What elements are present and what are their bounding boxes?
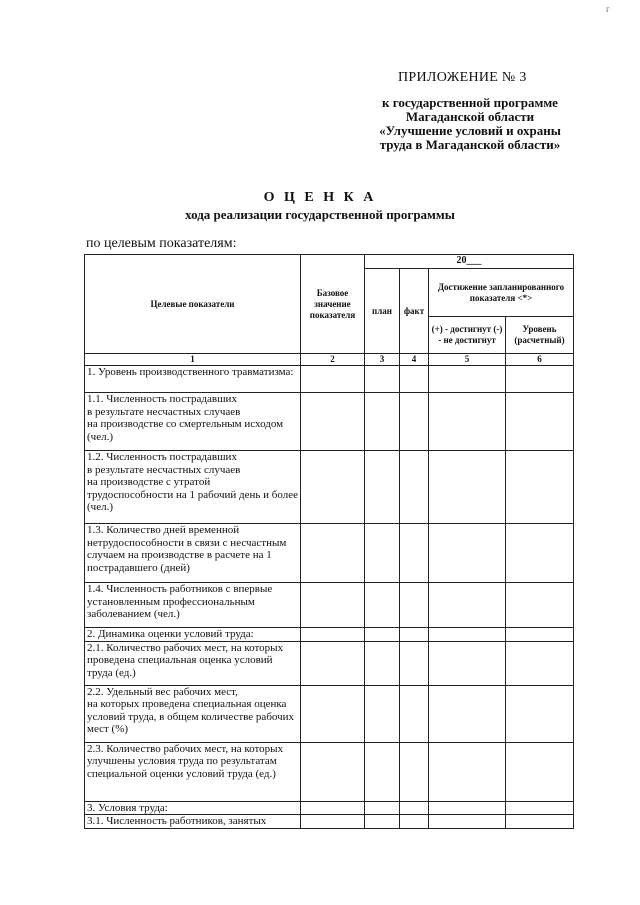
header-achieved: (+) - достигнут (-) - не достигнут bbox=[429, 317, 506, 354]
row-label: 3. Условия труда: bbox=[85, 801, 301, 815]
document-subtitle: хода реализации государственной программы bbox=[185, 207, 455, 222]
table-row bbox=[85, 366, 574, 393]
column-number-row bbox=[85, 354, 574, 366]
column-number: 4 bbox=[400, 354, 429, 366]
header-level: Уровень (расчетный) bbox=[506, 317, 574, 354]
column-number: 5 bbox=[429, 354, 506, 366]
row-label: 2.1. Количество рабочих мест, на которых проведена специальная оценка условий труда (ед.) bbox=[85, 641, 301, 685]
table-row bbox=[85, 628, 574, 642]
header-fact: факт bbox=[400, 269, 429, 354]
row-label: 3.1. Численность работников, занятых bbox=[85, 815, 301, 829]
column-number: 1 bbox=[85, 354, 301, 366]
table-row bbox=[85, 451, 574, 524]
table-row bbox=[85, 641, 574, 685]
table-row bbox=[85, 524, 574, 583]
indicators-table bbox=[84, 254, 574, 829]
table-row bbox=[85, 393, 574, 451]
row-label: 2.2. Удельный вес рабочих мест, на которых проведена специальная оценка условий труда, в общем количестве рабочих мест (%) bbox=[85, 685, 301, 742]
header-indicator: Целевые показатели bbox=[85, 255, 301, 354]
header-period: 20___ bbox=[365, 255, 574, 269]
intro-line: по целевым показателям: bbox=[86, 236, 237, 251]
row-label: 1.2. Численность пострадавших в результате несчастных случаев на производстве с утратой трудоспособности на 1 рабочий день и более (чел.) bbox=[85, 451, 301, 524]
header-achievement: Достижение запланированного показателя <*> bbox=[429, 269, 574, 317]
header-plan: план bbox=[365, 269, 400, 354]
appendix-title: ПРИЛОЖЕНИЕ № 3 bbox=[398, 70, 527, 85]
row-label: 1.1. Численность пострадавших в результате несчастных случаев на производстве со смертельным исходом (чел.) bbox=[85, 393, 301, 451]
header-baseline: Базовое значение показателя bbox=[301, 255, 365, 354]
table-row bbox=[85, 583, 574, 628]
row-label: 2. Динамика оценки условий труда: bbox=[85, 628, 301, 642]
appendix-subtitle: к государственной программе Магаданской области «Улучшение условий и охраны труда в Магаданской области» bbox=[379, 95, 561, 152]
table-row bbox=[85, 815, 574, 829]
row-label: 1.4. Численность работников с впервые установленным профессиональным заболеванием (чел.) bbox=[85, 583, 301, 628]
column-number: 3 bbox=[365, 354, 400, 366]
table-row bbox=[85, 801, 574, 815]
document-title: О Ц Е Н К А bbox=[263, 190, 377, 205]
table-row bbox=[85, 685, 574, 742]
table-row bbox=[85, 742, 574, 801]
corner-mark: г bbox=[606, 4, 610, 14]
row-label: 1. Уровень производственного травматизма: bbox=[85, 366, 301, 393]
column-number: 6 bbox=[506, 354, 574, 366]
column-number: 2 bbox=[301, 354, 365, 366]
row-label: 2.3. Количество рабочих мест, на которых улучшены условия труда по результатам специальной оценки условий труда (ед.) bbox=[85, 742, 301, 801]
row-label: 1.3. Количество дней временной нетрудоспособности в связи с несчастным случаем на производстве в расчете на 1 пострадавшего (дней) bbox=[85, 524, 301, 583]
